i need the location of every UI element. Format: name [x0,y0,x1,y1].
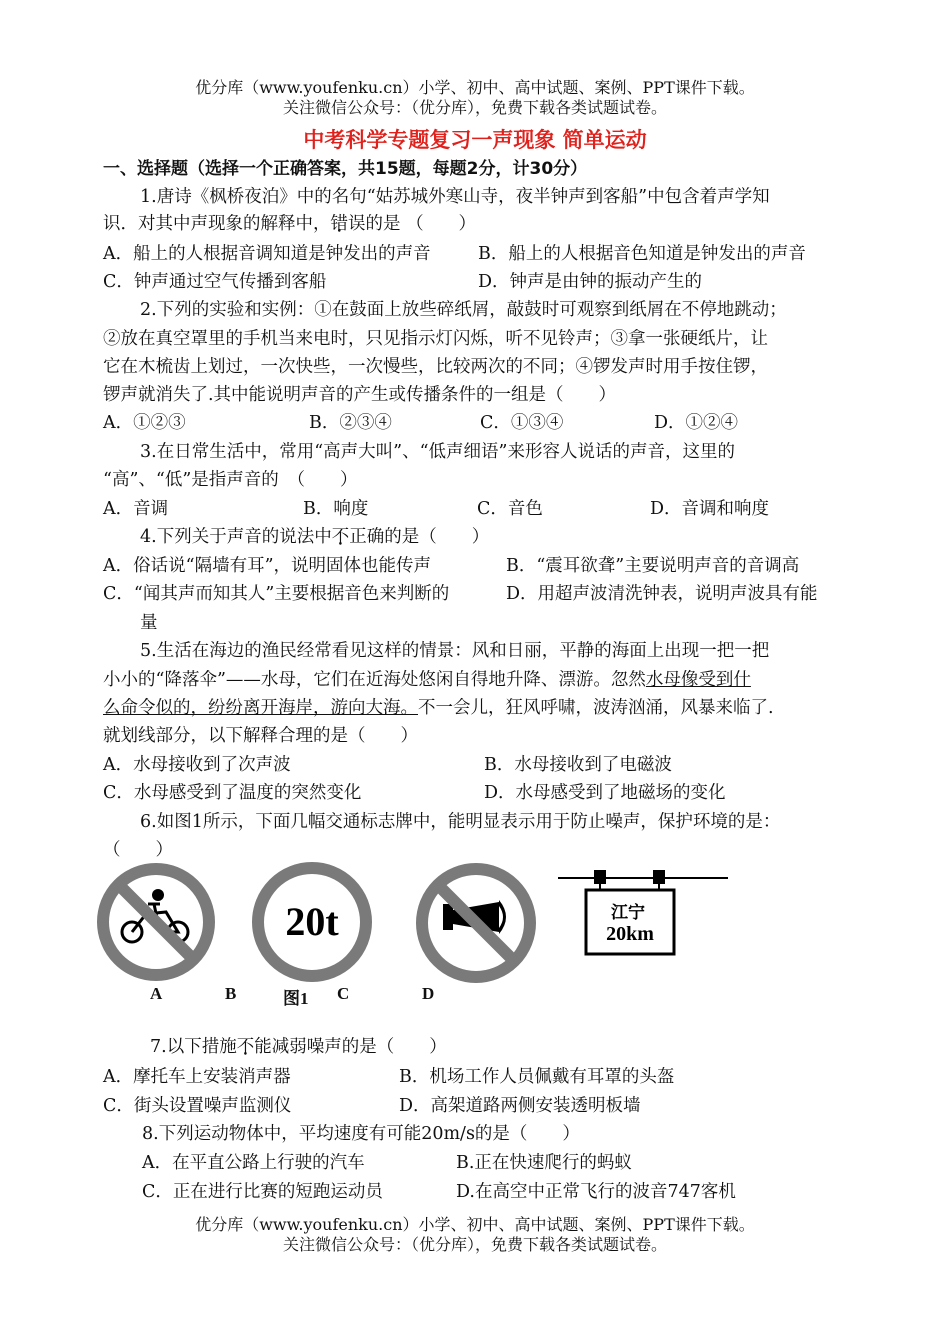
q6-stem-line-2: （ ） [103,840,173,860]
q6-stem-line-1: 6.如图1所示，下面几幅交通标志牌中，能明显表示用于防止噪声，保护环境的是： [140,812,781,832]
q2-stem-line-3: 它在木梳齿上划过，一次快些，一次慢些，比较两次的不同；④锣发声时用手按住锣， [103,357,768,377]
no-bicycle-sign [96,862,216,982]
q5-stem-line-4: 就划线部分，以下解释合理的是（ ） [103,726,418,746]
figure-label-b: B [225,984,237,1003]
q1-option-a: A．船上的人根据音调知道是钟发出的声音 [103,244,431,264]
q3-option-a: A．音调 [103,499,169,519]
q2-option-b: B．②③④ [309,413,392,433]
footer-line-1: 优分库（www.youfenku.cn）小学、初中、高中试题、案例、PPT课件下载。 [195,1215,755,1234]
footer-line-2: 关注微信公众号：（优分库），免费下载各类试题试卷。 [282,1235,667,1254]
q2-stem-line-1: 2.下列的实验和实例：①在鼓面上放些碎纸屑，敲鼓时可观察到纸屑在不停地跳动； [140,300,787,320]
q5-stem-line-2: 小小的“降落伞”——水母，它们在近海处悠闲自得地升降、漂游。忽然水母像受到什 [103,670,751,690]
q8-option-b: B.正在快速爬行的蚂蚁 [456,1153,632,1173]
q8-stem: 8.下列运动物体中，平均速度有可能20m/s的是（ ） [142,1124,580,1144]
q8-option-c: C．正在进行比赛的短跑运动员 [142,1182,383,1202]
figure-label-a: A [150,984,163,1003]
header-line-1: 优分库（www.youfenku.cn）小学、初中、高中试题、案例、PPT课件下载。 [195,78,755,97]
page-title: 中考科学专题复习一声现象 简单运动 [303,128,647,152]
q4-option-d-cont: 量 [140,613,158,633]
q2-option-c: C．①③④ [480,413,564,433]
underlined-passage: 水母像受到什 [645,670,751,690]
q5-option-a: A．水母接收到了次声波 [103,755,291,775]
q4-option-c: C．“闻其声而知其人”主要根据音色来判断的 [103,584,450,604]
q3-stem-line-2: “高”、“低”是指声音的 （ ） [103,470,358,490]
q1-option-c: C．钟声通过空气传播到客船 [103,272,327,292]
q5-stem-line-1: 5.生活在海边的渔民经常看见这样的情景：风和日丽，平静的海面上出现一把一把 [140,641,770,661]
q4-option-a: A．俗话说“隔墙有耳”，说明固体也能传声 [103,556,432,576]
emphasis-char: 错 [330,214,348,234]
q1-option-d: D．钟声是由钟的振动产生的 [478,272,703,292]
rider-head-icon [152,889,164,901]
q3-option-b: B．响度 [303,499,369,519]
q8-option-a: A．在平直公路上行驶的汽车 [142,1153,365,1173]
q1-stem-line-2: 识．对其中声现象的解释中，错误的是 （ ） [103,214,477,234]
q4-option-b: B．“震耳欲聋”主要说明声音的音调高 [506,556,800,576]
q7-option-b: B．机场工作人员佩戴有耳罩的头盔 [399,1067,675,1087]
q2-option-d: D．①②④ [654,413,739,433]
q3-option-d: D．音调和响度 [650,499,770,519]
no-honking-sign [415,862,537,984]
q4-stem: 4.下列关于声音的说法中不正确的是（ ） [140,527,490,547]
q3-stem-line-1: 3.在日常生活中，常用“高声大叫”、“低声细语”来形容人说话的声音，这里的 [140,442,735,462]
distance-sign [558,866,728,966]
q1-stem-line-1: 1.唐诗《枫桥夜泊》中的名句“姑苏城外寒山寺，夜半钟声到客船”中包含着声学知 [140,187,770,207]
q7-option-d: D．高架道路两侧安装透明板墙 [399,1096,641,1116]
q2-stem-line-2: ②放在真空罩里的手机当来电时，只见指示灯闪烁，听不见铃声；③拿一张硬纸片，让 [103,329,768,349]
underlined-passage: 么命令似的，纷纷离开海岸，游向大海。 [103,698,418,718]
sign-place-text: 江宁 [611,903,645,923]
q7-stem: 7.以下措施不能减弱噪声的是（ ） [150,1037,447,1057]
q5-option-b: B．水母接收到了电磁波 [484,755,672,775]
weight-limit-sign [251,861,373,983]
figure-label-c: C [337,984,350,1003]
q5-stem-line-3: 么命令似的，纷纷离开海岸，游向大海。不一会儿，狂风呼啸，波涛汹涌，风暴来临了. [103,698,774,718]
q3-option-c: C．音色 [477,499,543,519]
section-heading: 一、选择题（选择一个正确答案，共15题，每题2分，计30分） [103,159,588,179]
sign-weight-text: 20t [285,899,339,944]
q8-option-d: D.在高空中正常飞行的波音747客机 [456,1182,736,1202]
figure-label-d: D [422,984,435,1003]
q7-option-a: A．摩托车上安装消声器 [103,1067,291,1087]
emphasis-char: 不 [236,1037,255,1057]
figure-caption: 图1 [283,989,309,1008]
q5-option-d: D．水母感受到了地磁场的变化 [484,783,726,803]
q2-stem-line-4: 锣声就消失了.其中能说明声音的产生或传播条件的一组是（ ） [103,385,617,405]
emphasis-char: 不 [331,527,350,547]
q7-option-c: C．街头设置噪声监测仪 [103,1096,292,1116]
q5-option-c: C．水母感受到了温度的突然变化 [103,783,362,803]
q1-option-b: B．船上的人根据音色知道是钟发出的声音 [478,244,806,264]
q2-option-a: A．①②③ [103,413,186,433]
q4-option-d: D．用超声波清洗钟表，说明声波具有能 [506,584,818,604]
sign-distance-text: 20km [606,923,654,945]
header-line-2: 关注微信公众号：（优分库），免费下载各类试题试卷。 [282,98,667,117]
